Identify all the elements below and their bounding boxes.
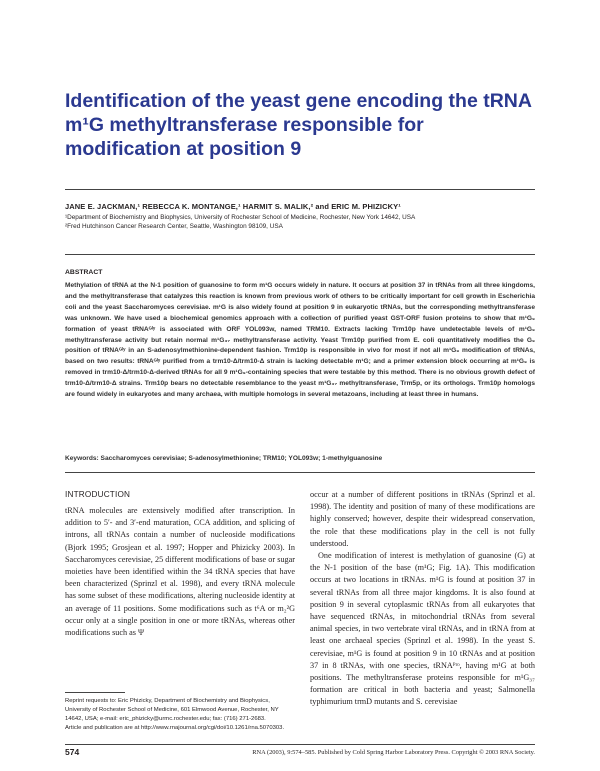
affiliation-1: ¹Department of Biochemistry and Biophysics, University of Rochester School of Medicine, Rochester, New York 14642, USA — [65, 214, 416, 221]
reprint-requests: Reprint requests to: Eric Phizicky, Department of Biochemistry and Biophysics, University of Rochester School of Medicine, 601 Elmwood Avenue, Rochester, NY 14642, USA; e-mail: eric_phizicky@urmc.rochester.edu; fax: (716) 271-2683. — [65, 698, 279, 722]
footer-rule — [65, 744, 535, 745]
affiliation-2: ²Fred Hutchinson Cancer Research Center, Seattle, Washington 98109, USA — [65, 223, 283, 230]
keywords: Keywords: Saccharomyces cerevisiae; S-adenosylmethionine; TRM10; YOL093w; 1-methylguanosine — [65, 455, 383, 462]
page-number: 574 — [65, 747, 80, 757]
article-link: Article and publication are at http://www.rnajournal.org/cgi/doi/10.1261/rna.5070303. — [65, 725, 285, 731]
abstract-text: Methylation of tRNA at the N-1 position of guanosine to form m¹G occurs widely in nature. It occurs at position 37 in tRNAs from all three kingdoms, and the methyltransferase that catalyzes this reaction is known from previous work of others to be critically important for cell growth in Escherichia coli and the yeast Saccharomyces cerevisiae. m¹G is also widely found at position 9 in eukaryotic tRNAs, but the corresponding methyltransferase was unknown. We have used a biochemical genomics approach with a collection of purified yeast GST-ORF fusion proteins to show that m¹G₉ formation of yeast tRNAᴳˡʸ is associated with ORF YOL093w, named TRM10. Extracts lacking Trm10p have undetectable levels of m¹G₉ methyltransferase activity but retain normal m¹G₃₇ methyltransferase activity. Yeast Trm10p purified from E. coli quantitatively modifies the G₉ position of tRNAᴳˡʸ in an S-adenosylmethionine-dependent fashion. Trm10p is responsible in vivo for most if not all m¹G₉ modification of tRNAs, based on two results: tRNAᴳˡʸ purified from a trm10-Δ/trm10-Δ strain is lacking detectable m¹G; and a primer extension block occurring at m¹G₉ is removed in trm10-Δ/trm10-Δ-derived tRNAs for all 9 m¹G₉-containing species that were testable by this method. There is no obvious growth defect of trm10-Δ/trm10-Δ strains. Trm10p bears no detectable resemblance to the yeast m¹G₃₇ methyltransferase, Trm5p, or its orthologs. Trm10p homologs are found widely in eukaryotes and many archaea, with multiple homologs in several metazoans, including at least three in humans. — [65, 282, 535, 399]
abstract-heading: ABSTRACT — [65, 269, 103, 276]
introduction-heading: INTRODUCTION — [65, 490, 131, 499]
journal-citation: RNA (2003), 9:574–585. Published by Cold Spring Harbor Laboratory Press. Copyright © 2003 RNA Society. — [252, 749, 535, 756]
footnote-rule — [65, 692, 125, 693]
abstract-top-rule — [65, 254, 535, 255]
header-rule — [65, 189, 535, 190]
left-column — [65, 505, 295, 639]
reprint-footnote — [65, 697, 295, 733]
intro-paragraph-3: One modification of interest is methylation of guanosine (G) at the N-1 position of the base (m¹G; Fig. 1A). This modification occurs at two locations in tRNAs. m¹G is found at position 37 in several tRNAs from all three major kingdoms. It is also found at position 9 in several cytoplasmic tRNAs from all eukaryotes that have sequenced tRNAs, in mitochondrial tRNAs from several animal species, in two vertebrate viral tRNAs, and in tRNA from at least one archaeal species (Sprinzl et al. 1998). In the yeast S. cerevisiae, m¹G is found at position 9 in 10 tRNAs and at position 37 in 8 tRNAs, with one species, tRNAᴾʳᵒ, having m¹G at both positions. The methyltransferase proteins responsible for m¹G₃₇ formation are critical in both bacteria and yeast; Salmonella typhimurium trmD mutants and S. cerevisiae — [310, 551, 535, 707]
abstract-bottom-rule — [65, 472, 535, 473]
intro-paragraph-1: tRNA molecules are extensively modified after transcription. In addition to 5′- and 3′-end maturation, CCA addition, and splicing of introns, all tRNAs contain a number of nucleoside modifications (Bjork 1995; Grosjean et al. 1997; Hopper and Phizicky 2003). In Saccharomyces cerevisiae, 25 different modifications of base or sugar moieties have been identified within the 34 tRNA species that have been characterized (Sprinzl et al. 1998), and every tRNA molecule has some subset of these modifications, altering nucleoside identity at an average of 11 positions. Some modifications such as t⁶A or m₂²G occur only at a single position in one or more tRNAs, whereas other modifications such as Ψ — [65, 506, 295, 638]
intro-paragraph-2: occur at a number of different positions in tRNAs (Sprinzl et al. 1998). The identity and position of many of these modifications are highly conserved; however, despite their widespread conservation, the role that these modifications play in the cell is not fully understood. — [310, 490, 535, 548]
article-title: Identification of the yeast gene encoding the tRNA m¹G methyltransferase responsible for modification at position 9 — [65, 90, 532, 160]
author-list: JANE E. JACKMAN,¹ REBECCA K. MONTANGE,¹ HARMIT S. MALIK,² and ERIC M. PHIZICKY¹ — [65, 202, 401, 211]
right-column — [310, 489, 535, 709]
